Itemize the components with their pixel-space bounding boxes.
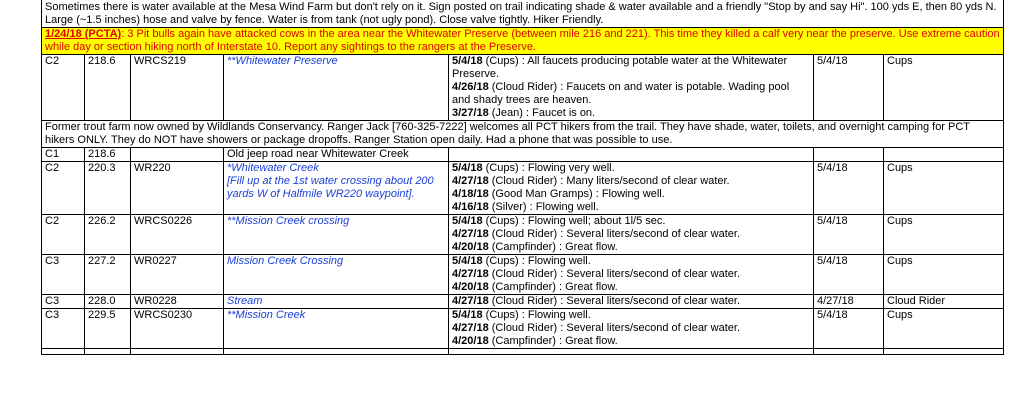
- report-author: (Cloud Rider): [491, 322, 558, 334]
- report-date: 5/4/18: [452, 309, 483, 321]
- reported-date-cell: 5/4/18: [814, 55, 884, 121]
- map-cell: C2: [42, 55, 85, 121]
- report-line: [452, 188, 810, 201]
- waypoint-cell: [131, 148, 224, 162]
- location-name: Stream: [227, 295, 263, 307]
- alert-note: [42, 28, 1004, 55]
- reports-cell: [449, 55, 814, 121]
- reports-cell: [449, 215, 814, 255]
- reports-cell: [449, 148, 814, 162]
- report-author: (Cloud Rider): [491, 228, 558, 240]
- report-date: 4/18/18: [452, 188, 489, 200]
- report-text: : Flowing well.: [595, 188, 665, 200]
- empty-cell: [131, 349, 224, 355]
- location-cell: [224, 215, 449, 255]
- report-text: : Many liters/second of clear water.: [560, 175, 730, 187]
- reporter-cell: [884, 148, 1004, 162]
- reported-date-cell: 4/27/18: [814, 295, 884, 309]
- report-text: : Great flow.: [559, 335, 618, 347]
- mile-cell: 226.2: [85, 215, 131, 255]
- report-author: (Cups): [485, 162, 519, 174]
- mile-cell: 218.6: [85, 55, 131, 121]
- report-author: (Cups): [485, 255, 519, 267]
- map-cell: C2: [42, 162, 85, 215]
- location-cell: [224, 162, 449, 215]
- report-author: (Campfinder): [491, 241, 556, 253]
- empty-cell: [85, 349, 131, 355]
- empty-cell: [449, 349, 814, 355]
- report-text: : Faucet is on.: [526, 107, 596, 119]
- report-author: (Cloud Rider): [491, 295, 558, 307]
- report-text: : Flowing well.: [529, 201, 599, 213]
- report-line: [452, 255, 810, 268]
- report-line: [452, 335, 810, 348]
- report-text: : Great flow.: [559, 281, 618, 293]
- location-name: *Whitewater Creek: [227, 162, 319, 174]
- reports-cell: [449, 162, 814, 215]
- location-cell: [224, 255, 449, 295]
- report-date: 4/27/18: [452, 228, 489, 240]
- report-line: [452, 322, 810, 335]
- report-author: (Cloud Rider): [491, 81, 558, 93]
- table-row: [42, 295, 1004, 309]
- location-cell: [224, 309, 449, 349]
- location-name: **Mission Creek: [227, 309, 306, 321]
- intro-note: Sometimes there is water available at the Mesa Wind Farm but don't rely on it. Sign posted on trail indicating shade & water available and a friendly "Stop by and say Hi". 100 yds E, then 80 yds N. Large (~1.5 inches) hose and valve by fence. Water is from tank (not ugly pond). Close valve tightly. Hiker Friendly.: [42, 0, 1004, 28]
- report-author: (Good Man Gramps): [491, 188, 593, 200]
- map-cell: C1: [42, 148, 85, 162]
- reports-cell: [449, 255, 814, 295]
- report-date: 4/27/18: [452, 268, 489, 280]
- location-name: Mission Creek Crossing: [227, 255, 344, 267]
- report-author: (Jean): [491, 107, 523, 119]
- report-date: 4/27/18: [452, 295, 489, 307]
- report-line: [452, 107, 810, 120]
- location-cell: [224, 55, 449, 121]
- reporter-cell: Cups: [884, 255, 1004, 295]
- map-cell: C2: [42, 215, 85, 255]
- alert-text: : 3 Pit bulls again have attacked cows in the area near the Whitewater Preserve (between mile 216 and 221). This time they killed a calf very near the preserve. Use extreme caution while day or section hiking north of Interstate 10. Report any sightings to the rangers at the Preserve.: [45, 28, 1000, 53]
- report-text: : Flowing very well.: [521, 162, 615, 174]
- empty-cell: [884, 349, 1004, 355]
- report-date: 4/27/18: [452, 322, 489, 334]
- report-line: [452, 175, 810, 188]
- report-text: : Several liters/second of clear water.: [560, 295, 740, 307]
- preserve-note: Former trout farm now owned by Wildlands Conservancy. Ranger Jack [760-325-7222] welcomes all PCT hikers from the trail. They have shade, water, toilets, and overnight camping for PCT hikers ONLY. They do NOT have showers or package dropoffs. Ranger Station open daily. Had a phone that was possible to use.: [42, 121, 1004, 148]
- report-date: 4/20/18: [452, 241, 489, 253]
- report-line: [452, 268, 810, 281]
- report-date: 4/27/18: [452, 175, 489, 187]
- location-name: **Whitewater Preserve: [227, 55, 338, 67]
- reported-date-cell: 5/4/18: [814, 309, 884, 349]
- report-author: (Cloud Rider): [491, 175, 558, 187]
- intro-note-row: [42, 0, 1004, 28]
- waypoint-cell: WR220: [131, 162, 224, 215]
- report-line: [452, 201, 810, 214]
- report-text: : Several liters/second of clear water.: [560, 228, 740, 240]
- water-report-body: [42, 0, 1004, 355]
- waypoint-cell: WRCS0230: [131, 309, 224, 349]
- mile-cell: 220.3: [85, 162, 131, 215]
- report-date: 3/27/18: [452, 107, 489, 119]
- mile-cell: 229.5: [85, 309, 131, 349]
- report-author: (Cups): [485, 309, 519, 321]
- report-date: 4/26/18: [452, 81, 489, 93]
- report-line: [452, 55, 810, 81]
- report-line: [452, 241, 810, 254]
- reported-date-cell: 5/4/18: [814, 162, 884, 215]
- map-cell: C3: [42, 295, 85, 309]
- waypoint-cell: WRCS219: [131, 55, 224, 121]
- waypoint-cell: WRCS0226: [131, 215, 224, 255]
- reporter-cell: Cloud Rider: [884, 295, 1004, 309]
- report-text: : Flowing well.: [521, 255, 591, 267]
- table-row: [42, 55, 1004, 121]
- preserve-note-row: [42, 121, 1004, 148]
- reporter-cell: Cups: [884, 309, 1004, 349]
- reports-cell: [449, 295, 814, 309]
- report-line: [452, 228, 810, 241]
- reporter-cell: Cups: [884, 55, 1004, 121]
- report-line: [452, 162, 810, 175]
- report-author: (Campfinder): [491, 281, 556, 293]
- map-cell: C3: [42, 255, 85, 295]
- table-row: [42, 148, 1004, 162]
- report-author: (Cups): [485, 55, 519, 67]
- report-author: (Cloud Rider): [491, 268, 558, 280]
- report-line: [452, 295, 810, 308]
- location-note: [Fill up at the 1st water crossing about 200 yards W of Halfmile WR220 waypoint].: [227, 175, 434, 200]
- reports-cell: [449, 309, 814, 349]
- empty-cell: [224, 349, 449, 355]
- location-cell: [224, 295, 449, 309]
- map-cell: C3: [42, 309, 85, 349]
- report-text: : Faucets on and water is potable. Wading pool and shady trees are heaven.: [452, 81, 790, 106]
- report-date: 5/4/18: [452, 255, 483, 267]
- report-date: 5/4/18: [452, 162, 483, 174]
- report-author: (Campfinder): [491, 335, 556, 347]
- table-row-cut: [42, 349, 1004, 355]
- table-row: [42, 309, 1004, 349]
- location-cell: [224, 148, 449, 162]
- report-line: [452, 215, 810, 228]
- table-row: [42, 255, 1004, 295]
- reported-date-cell: [814, 148, 884, 162]
- water-report-table: [41, 0, 1004, 355]
- empty-cell: [42, 349, 85, 355]
- table-row: [42, 215, 1004, 255]
- alert-tag: 1/24/18 (PCTA): [45, 28, 122, 40]
- report-author: (Cups): [485, 215, 519, 227]
- report-text: : All faucets producing potable water at the Whitewater Preserve.: [452, 55, 788, 80]
- waypoint-cell: WR0228: [131, 295, 224, 309]
- table-row: [42, 162, 1004, 215]
- mile-cell: 218.6: [85, 148, 131, 162]
- report-line: [452, 309, 810, 322]
- location-name: Old jeep road near Whitewater Creek: [227, 148, 409, 160]
- reported-date-cell: 5/4/18: [814, 255, 884, 295]
- report-text: : Several liters/second of clear water.: [560, 268, 740, 280]
- waypoint-cell: WR0227: [131, 255, 224, 295]
- alert-row: [42, 28, 1004, 55]
- report-date: 4/20/18: [452, 335, 489, 347]
- report-text: : Flowing well.: [521, 309, 591, 321]
- report-date: 4/20/18: [452, 281, 489, 293]
- report-line: [452, 281, 810, 294]
- report-author: (Silver): [491, 201, 527, 213]
- reported-date-cell: 5/4/18: [814, 215, 884, 255]
- report-line: [452, 81, 810, 107]
- reporter-cell: Cups: [884, 162, 1004, 215]
- report-text: : Flowing well; about 1l/5 sec.: [521, 215, 666, 227]
- mile-cell: 227.2: [85, 255, 131, 295]
- empty-cell: [814, 349, 884, 355]
- reporter-cell: Cups: [884, 215, 1004, 255]
- location-name: **Mission Creek crossing: [227, 215, 350, 227]
- report-date: 5/4/18: [452, 215, 483, 227]
- report-text: : Great flow.: [559, 241, 618, 253]
- report-text: : Several liters/second of clear water.: [560, 322, 740, 334]
- mile-cell: 228.0: [85, 295, 131, 309]
- report-date: 4/16/18: [452, 201, 489, 213]
- report-date: 5/4/18: [452, 55, 483, 67]
